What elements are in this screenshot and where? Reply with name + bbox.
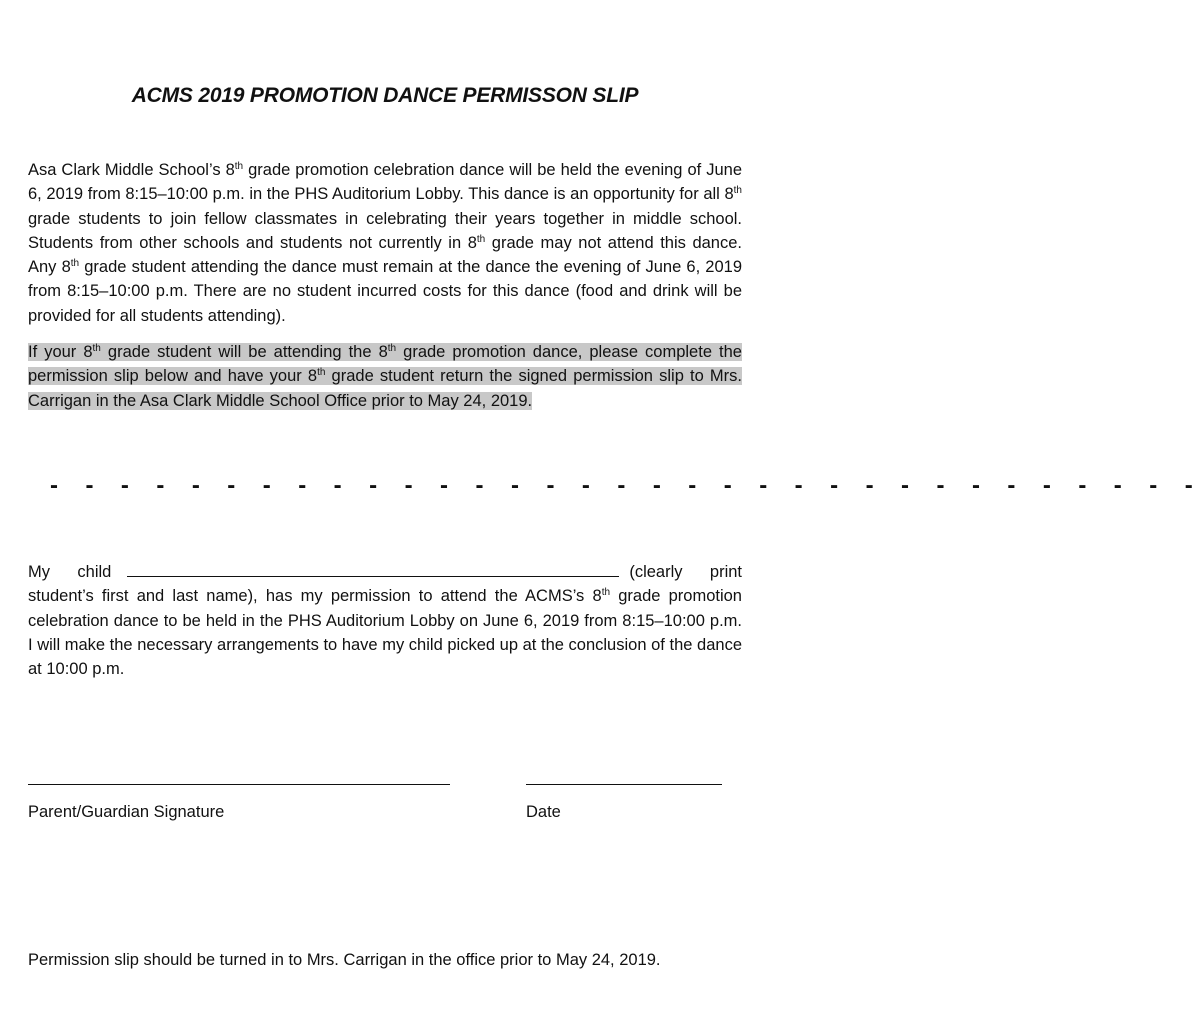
superscript-th: th [234, 161, 244, 172]
date-label: Date [526, 803, 561, 821]
superscript-th: th [70, 258, 80, 270]
footer-note: Permission slip should be turned in to Mrs. Carrigan in the office prior to May 24, 2019. [28, 951, 661, 969]
page-title: ACMS 2019 PROMOTION DANCE PERMISSON SLIP [131, 84, 639, 107]
parent-signature-label: Parent/Guardian Signature [28, 803, 225, 821]
child-name-field[interactable] [127, 562, 619, 577]
superscript-th: th [476, 233, 486, 245]
intro-paragraph: Asa Clark Middle School’s 8th grade promotion celebration dance will be held the evening of June 6, 2019 from 8:15–10:00 p.m. in the PHS Auditorium Lobby. This dance is an opportunity for all 8th grade students to join fellow classmates in celebrating their years together in middle school. Students from other schools and students not currently in 8th grade may not attend this dance. Any 8th grade student attending the dance must remain at the dance the evening of June 6, 2019 from 8:15–10:00 p.m. There are no student incurred costs for this dance (food and drink will be provided for all students attending). [28, 161, 743, 325]
instruction-paragraph [28, 340, 742, 413]
highlighted-instructions: If your 8th grade student will be attending the 8th grade promotion dance, please complete the permission slip below and have your 8th grade student return the signed permission slip to Mrs. Carrigan in the Asa Clark Middle School Office prior to May 24, 2019. [28, 343, 742, 410]
superscript-th: th [601, 587, 611, 599]
permission-statement: My child (clearly print student’s first and last name), has my permission to attend the ACMS’s 8th grade promotion celebration dance to be held in the PHS Auditorium Lobby on June 6, 2019 from 8:15–10:00 p.m. I will make the necessary arrangements to have my child picked up at the conclusion of the dance at 10:00 p.m. [28, 563, 742, 679]
date-field[interactable] [526, 784, 722, 785]
cut-line: - - - - - - - - - - - - - - - - - - - - - - - - - - - - - - - - - [50, 472, 1203, 499]
superscript-th: th [733, 185, 742, 197]
parent-signature-field[interactable] [28, 784, 450, 785]
